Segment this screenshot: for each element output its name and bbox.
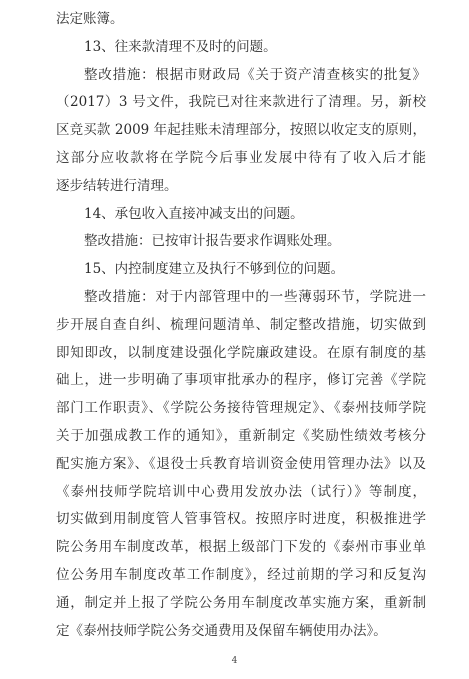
- text-line: （2017）3 号文件，我院已对往来款进行了清理。另，新校: [56, 94, 426, 111]
- text-line: 《泰州技师学院培训中心费用发放办法（试行）》等制度，: [56, 483, 426, 500]
- text-line: 逐步结转进行清理。: [56, 177, 178, 194]
- text-line: 14、承包收入直接冲减支出的问题。: [84, 205, 304, 222]
- text-line: 整改措施：根据市财政局《关于资产清查核实的批复》: [84, 66, 426, 83]
- text-line: 15、内控制度建立及执行不够到位的问题。: [84, 261, 345, 278]
- text-line: 础上，进一步明确了事项审批承办的程序，修订完善《学院: [56, 372, 426, 389]
- text-line: 位公务用车制度改革工作制度》，经过前期的学习和反复沟: [56, 567, 426, 583]
- page-number: 4: [231, 656, 238, 666]
- text-line: 这部分应收款将在学院今后事业发展中待有了收入后才能: [56, 150, 426, 166]
- text-line: 部门工作职责》、《学院公务接待管理规定》、《泰州技师学院: [56, 400, 426, 417]
- text-line: 区竞买款 2009 年起挂账未清理部分，按照以收定支的原则，: [56, 122, 426, 139]
- text-line: 13、往来款清理不及时的问题。: [84, 38, 277, 55]
- text-line: 整改措施：对于内部管理中的一些薄弱环节，学院进一: [84, 289, 426, 305]
- text-line: 定《泰州技师学院公务交通费用及保留车辆使用办法》。: [56, 622, 387, 639]
- text-line: 整改措施：已按审计报告要求作调账处理。: [84, 233, 341, 250]
- text-line: 配实施方案》、《退役士兵教育培训资金使用管理办法》以及: [56, 455, 426, 472]
- text-line: 通，制定并上报了学院公务用车制度改革实施方案，重新制: [56, 594, 426, 611]
- text-line: 关于加强成教工作的通知》，重新制定《奖励性绩效考核分: [56, 428, 426, 444]
- text-line: 切实做到用制度管人管事管权。按照序时进度，积极推进学: [56, 511, 426, 528]
- text-line: 即知即改，以制度建设强化学院廉政建设。在原有制度的基: [56, 344, 426, 361]
- text-line: 步开展自查自纠、梳理问题清单、制定整改措施，切实做到: [56, 316, 426, 333]
- text-line: 法定账簿。: [56, 11, 124, 27]
- text-line: 院公务用车制度改革，根据上级部门下发的《泰州市事业单: [56, 539, 426, 556]
